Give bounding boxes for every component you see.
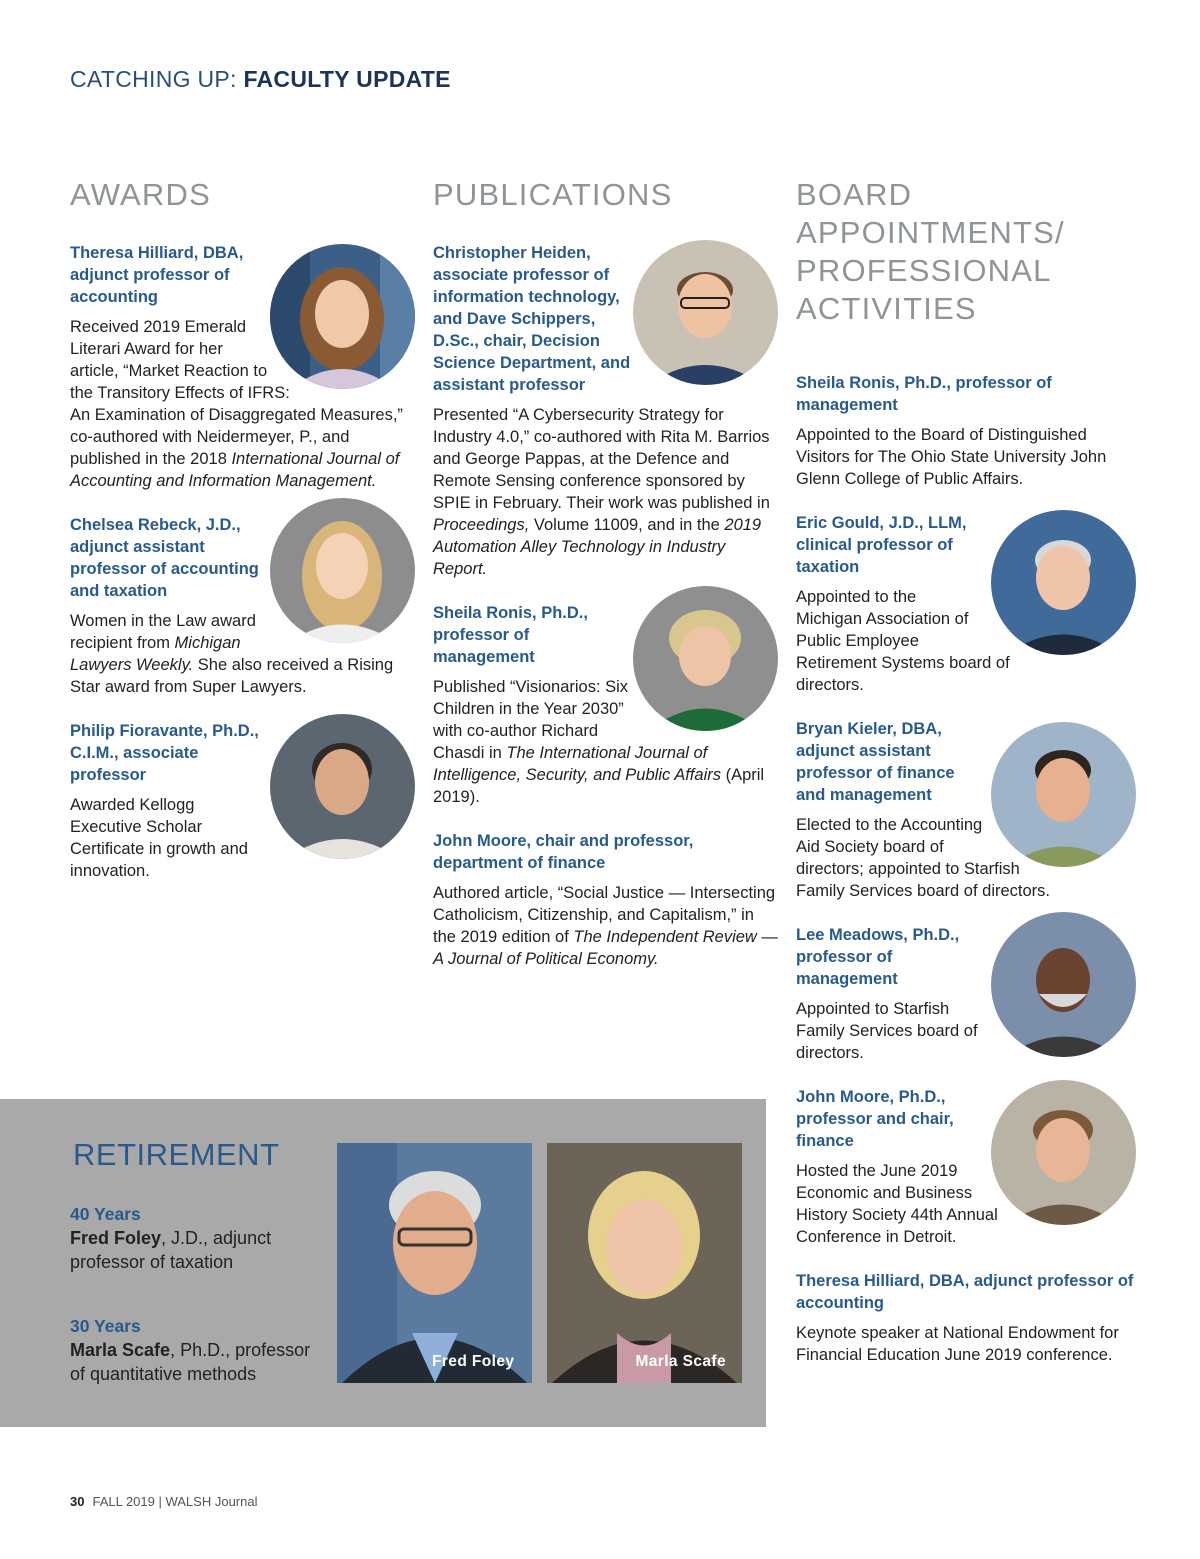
board-entry-moore: [796, 1086, 1136, 1248]
pub-body-moore: Authored article, “Social Justice — Intersecting Catholicism, Citizenship, and Capitalism,” in the 2019 edition of The Independent Review — A Journal of Political Economy.: [433, 884, 778, 968]
portrait-heiden: [633, 240, 778, 385]
portrait-ronis-pub: [633, 586, 778, 731]
retirement-desc-scafe: Marla Scafe, Ph.D., professor of quantitative methods: [70, 1340, 311, 1384]
publications-title: PUBLICATIONS: [433, 177, 673, 212]
board-body-meadows: Appointed to Starfish Family Services board of directors.: [796, 1000, 978, 1062]
board-body-ronis: Appointed to the Board of Distinguished Visitors for The Ohio State University John Glenn College of Public Affairs.: [796, 426, 1107, 488]
board-name-gould: Eric Gould, J.D., LLM, clinical professor of taxation: [796, 514, 967, 576]
awards-title: AWARDS: [70, 177, 211, 212]
awards-column: [70, 176, 415, 882]
board-entry-gould: [796, 512, 1136, 696]
award-body-fioravante: Awarded Kellogg Executive Scholar Certificate in growth and innovation.: [70, 796, 248, 880]
board-name-hilliard: Theresa Hilliard, DBA, adjunct professor of accounting: [796, 1272, 1134, 1312]
retirement-years-scafe: 30 Years: [70, 1316, 141, 1336]
board-body-gould: Appointed to the Michigan Association of Public Employee Retirement Systems board of directors.: [796, 588, 1010, 694]
pub-name-moore: John Moore, chair and professor, department of finance: [433, 832, 694, 872]
board-name-ronis: Sheila Ronis, Ph.D., professor of management: [796, 374, 1052, 414]
portrait-kieler: [991, 722, 1136, 867]
award-name-rebeck: Chelsea Rebeck, J.D., adjunct assistant professor of accounting and taxation: [70, 516, 259, 600]
portrait-rebeck: [270, 498, 415, 643]
pub-name-heiden: Christopher Heiden, associate professor of information technology, and Dave Schippers, D.Sc., chair, Decision Science Department, and assistant professor: [433, 244, 631, 394]
page-number: 30: [70, 1494, 85, 1509]
portrait-hilliard: [270, 244, 415, 389]
board-title: BOARD APPOINTMENTS/ PROFESSIONAL ACTIVITIES: [796, 177, 1065, 326]
caption-marla-scafe: Marla Scafe: [635, 1353, 726, 1370]
retirement-years-foley: 40 Years: [70, 1204, 141, 1224]
pub-body-heiden: Presented “A Cybersecurity Strategy for Industry 4.0,” co-authored with Rita M. Barrios and George Pappas, at the Defence and Remote Sensing conference sponsored by SPIE in February. Their work was published in Proceedings, Volume 11009, and in the 2019 Automation Alley Technology in Industry Report.: [433, 406, 770, 578]
page-footer: [70, 1494, 257, 1509]
pub-name-ronis: Sheila Ronis, Ph.D., professor of management: [433, 604, 588, 666]
portrait-moore: [991, 1080, 1136, 1225]
pub-entry-moore: [433, 830, 778, 970]
board-entry-hilliard: [796, 1270, 1136, 1366]
award-name-hilliard: Theresa Hilliard, DBA, adjunct professor of accounting: [70, 244, 244, 306]
award-entry-hilliard: [70, 242, 415, 492]
award-body-hilliard: Received 2019 Emerald Literari Award for her article, “Market Reaction to the Transitory Effects of IFRS: An Examination of Disaggregated Measures,” co-authored with Neidermeyer, P., and published in the 2018 International Journal of Accounting and Information Management.: [70, 318, 403, 490]
portrait-meadows: [991, 912, 1136, 1057]
photo-marla-scafe: [547, 1143, 742, 1383]
board-entry-ronis: [796, 372, 1136, 490]
pub-entry-heiden: [433, 242, 778, 580]
photo-fred-foley: [337, 1143, 532, 1383]
footer-publication: FALL 2019 | WALSH Journal: [92, 1494, 258, 1509]
award-entry-rebeck: [70, 514, 415, 698]
portrait-gould: [991, 510, 1136, 655]
board-body-kieler: Elected to the Accounting Aid Society board of directors; appointed to Starfish Family Services board of directors.: [796, 816, 1051, 900]
kicker-bold: FACULTY UPDATE: [243, 66, 451, 92]
kicker-light: CATCHING UP:: [70, 66, 244, 92]
board-name-meadows: Lee Meadows, Ph.D., professor of management: [796, 926, 960, 988]
retirement-desc-foley: Fred Foley, J.D., adjunct professor of taxation: [70, 1228, 272, 1272]
caption-fred-foley: Fred Foley: [432, 1353, 515, 1370]
board-body-hilliard: Keynote speaker at National Endowment for Financial Education June 2019 conference.: [796, 1324, 1119, 1364]
portrait-fioravante: [270, 714, 415, 859]
award-body-rebeck: Women in the Law award recipient from Michigan Lawyers Weekly. She also received a Rising Star award from Super Lawyers.: [70, 612, 394, 696]
pub-entry-ronis: [433, 602, 778, 808]
board-name-moore: John Moore, Ph.D., professor and chair, finance: [796, 1088, 954, 1150]
award-entry-fioravante: [70, 720, 415, 882]
page-kicker: [70, 66, 451, 93]
board-column: [796, 176, 1136, 1366]
retirement-title: RETIREMENT: [73, 1137, 280, 1172]
publications-column: [433, 176, 778, 970]
award-name-fioravante: Philip Fioravante, Ph.D., C.I.M., associate professor: [70, 722, 259, 784]
board-name-kieler: Bryan Kieler, DBA, adjunct assistant professor of finance and management: [796, 720, 955, 804]
board-entry-meadows: [796, 924, 1136, 1064]
pub-body-ronis: Published “Visionarios: Six Children in the Year 2030” with co-author Richard Chasdi in The International Journal of Intelligence, Security, and Public Affairs (April 2019).: [433, 678, 765, 806]
board-entry-kieler: [796, 718, 1136, 902]
board-body-moore: Hosted the June 2019 Economic and Business History Society 44th Annual Conference in Detroit.: [796, 1162, 998, 1246]
